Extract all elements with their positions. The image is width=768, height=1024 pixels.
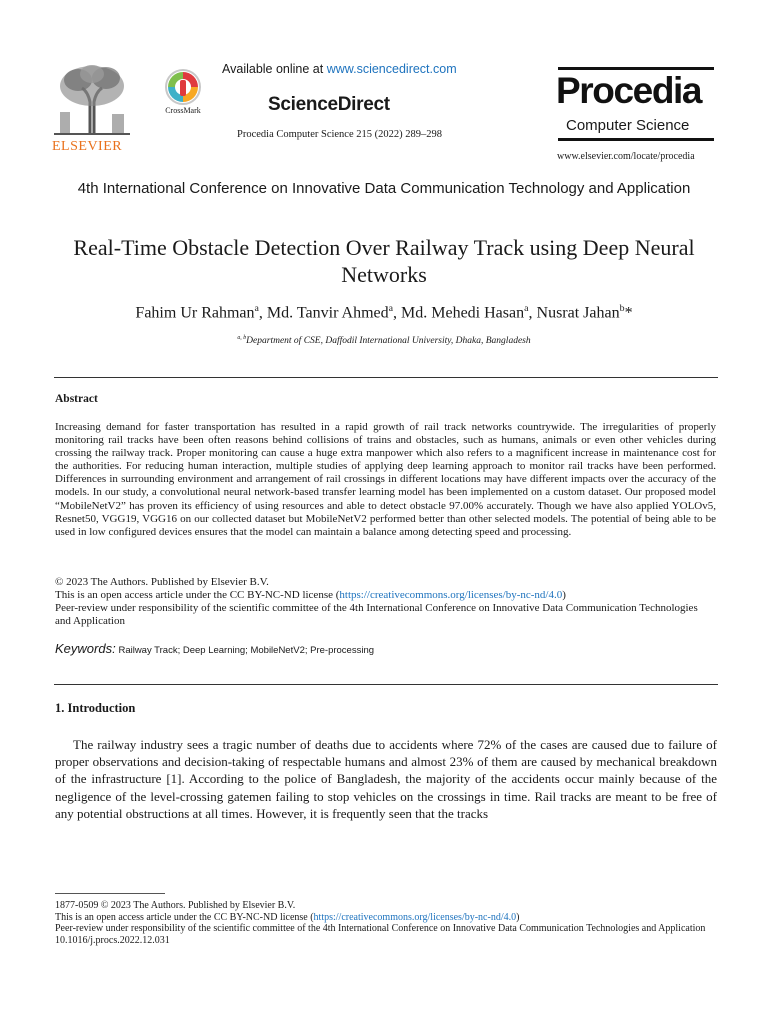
issn-line: 1877-0509 © 2023 The Authors. Published by Elsevier B.V. xyxy=(55,900,296,911)
affiliation-marks: a, b xyxy=(237,335,247,341)
conference-name: 4th International Conference on Innovative Data Communication Technology and Application xyxy=(77,180,691,197)
doi[interactable]: 10.1016/j.procs.2022.12.031 xyxy=(55,935,170,947)
rights-block xyxy=(55,576,716,628)
abstract-bottom-rule xyxy=(54,684,718,685)
peer-review-line: Peer-review under responsibility of the scientific committee of the 4th International Conference on Innovative Data Communication Technologies and Application xyxy=(55,602,698,628)
author-name: Fahim Ur Rahman xyxy=(135,304,255,322)
affiliation-mark: a xyxy=(388,303,394,314)
author-name: Md. Mehedi Hasan xyxy=(401,304,525,322)
journal-logo-title: Procedia xyxy=(556,70,702,111)
sciencedirect-link[interactable]: www.sciencedirect.com xyxy=(326,62,457,76)
footer xyxy=(55,900,717,947)
author-name: Nusrat Jahan xyxy=(536,304,620,322)
elsevier-wordmark: ELSEVIER xyxy=(52,139,123,154)
author-separator: , xyxy=(528,304,537,322)
crossmark-badge[interactable] xyxy=(158,68,208,120)
author-list xyxy=(40,303,728,322)
section-heading-introduction: 1. Introduction xyxy=(55,701,136,715)
abstract-text: Increasing demand for faster transportation has resulted in a rapid growth of rail track networks countrywide. The irregularities of properly monitoring rail tracks have been often reasons behind collisions of trains and obstacles, such as humans, animals or even other vehicles during crossing the railway track. Proper monitoring can cause a huge extra manpower which also refers to a magnificent increase in maintenance cost for the authorities. For reducing human interaction, multiple studies of applying deep learning approach to monitor rail tracks have been performed. Differences in surrounding environment and arrangement of rail crossings in different locations may have different impacts over the accuracy of the models. In our study, a convolutional neural network-based transfer learning model has been implemented on a custom dataset. Our proposed model “MobileNetV2” has proven its efficiency of using resources and able to detect obstacle 97.00% accurately. Though we have also applied YOLOv5, Resnet50, VGG19, VGG16 on our collected dataset but MobileNetV2 performed better than other selected models. The potential of being able to be used in low configured devices ensures that the model can maintain a balance among detecting speed and processing. xyxy=(55,421,716,538)
sciencedirect-wordmark: ScienceDirect xyxy=(268,94,390,115)
license-line xyxy=(55,589,716,602)
keywords-label: Keywords: xyxy=(55,641,116,656)
author-separator: , xyxy=(393,304,402,322)
keywords-values: Railway Track; Deep Learning; MobileNetV2; Pre-processing xyxy=(118,645,375,656)
elsevier-tree-icon xyxy=(52,62,132,136)
affiliation-mark: a xyxy=(524,303,529,314)
crossmark-icon xyxy=(164,68,202,106)
crossmark-label: CrossMark xyxy=(165,106,201,115)
abstract-top-rule xyxy=(54,377,718,378)
footer-peer-review: Peer-review under responsibility of the scientific committee of the 4th International Conference on Innovative Data Communication Technologies and Application xyxy=(55,923,706,935)
journal-logo-subtitle: Computer Science xyxy=(566,117,690,134)
procedia-rule-bottom xyxy=(558,138,714,141)
footer-license-prefix: This is an open access article under the CC BY-NC-ND license ( xyxy=(55,911,314,923)
footer-license-suffix: ) xyxy=(516,911,520,923)
license-link[interactable]: https://creativecommons.org/licenses/by-nc-nd/4.0 xyxy=(339,589,563,602)
affiliation-text: Department of CSE, Daffodil International University, Dhaka, Bangladesh xyxy=(246,336,531,347)
affiliation-mark: b xyxy=(619,303,625,314)
footer-license-line xyxy=(55,912,717,924)
available-online xyxy=(222,62,457,76)
keywords xyxy=(55,641,374,656)
license-prefix: This is an open access article under the CC BY-NC-ND license ( xyxy=(55,589,340,602)
journal-reference: Procedia Computer Science 215 (2022) 289–298 xyxy=(237,129,442,140)
footnote-rule xyxy=(55,893,165,894)
license-suffix: ) xyxy=(562,589,566,602)
affiliation-mark: a xyxy=(254,303,259,314)
corresponding-author-mark: * xyxy=(624,304,633,322)
elsevier-logo xyxy=(52,62,132,154)
author-separator: , xyxy=(258,304,267,322)
available-online-prefix: Available online at xyxy=(222,62,327,76)
copyright-line: © 2023 The Authors. Published by Elsevier B.V. xyxy=(55,576,269,588)
footer-license-link[interactable]: https://creativecommons.org/licenses/by-nc-nd/4.0 xyxy=(313,911,517,923)
abstract-heading: Abstract xyxy=(55,393,98,405)
affiliation xyxy=(60,335,708,346)
introduction-text: The railway industry sees a tragic number of deaths due to accidents where 72% of the cases are caused due to failure of proper observations and decision-taking of respectable humans and almost 23% of them are caused by mechanical breakdown of the infrastructure [1]. According to the police of Bangladesh, the majority of the accidents occur mainly because of the negligence of the level-crossing gatemen failing to stop vehicles on the crossings in time. Rail tracks are meant to be free of any potential obstructions at all times. However, it is frequently seen that the tracks xyxy=(55,737,717,821)
paper-title: Real-Time Obstacle Detection Over Railway Track using Deep Neural Networks xyxy=(73,235,695,287)
journal-url[interactable]: www.elsevier.com/locate/procedia xyxy=(557,151,695,162)
author-name: Md. Tanvir Ahmed xyxy=(266,304,389,322)
